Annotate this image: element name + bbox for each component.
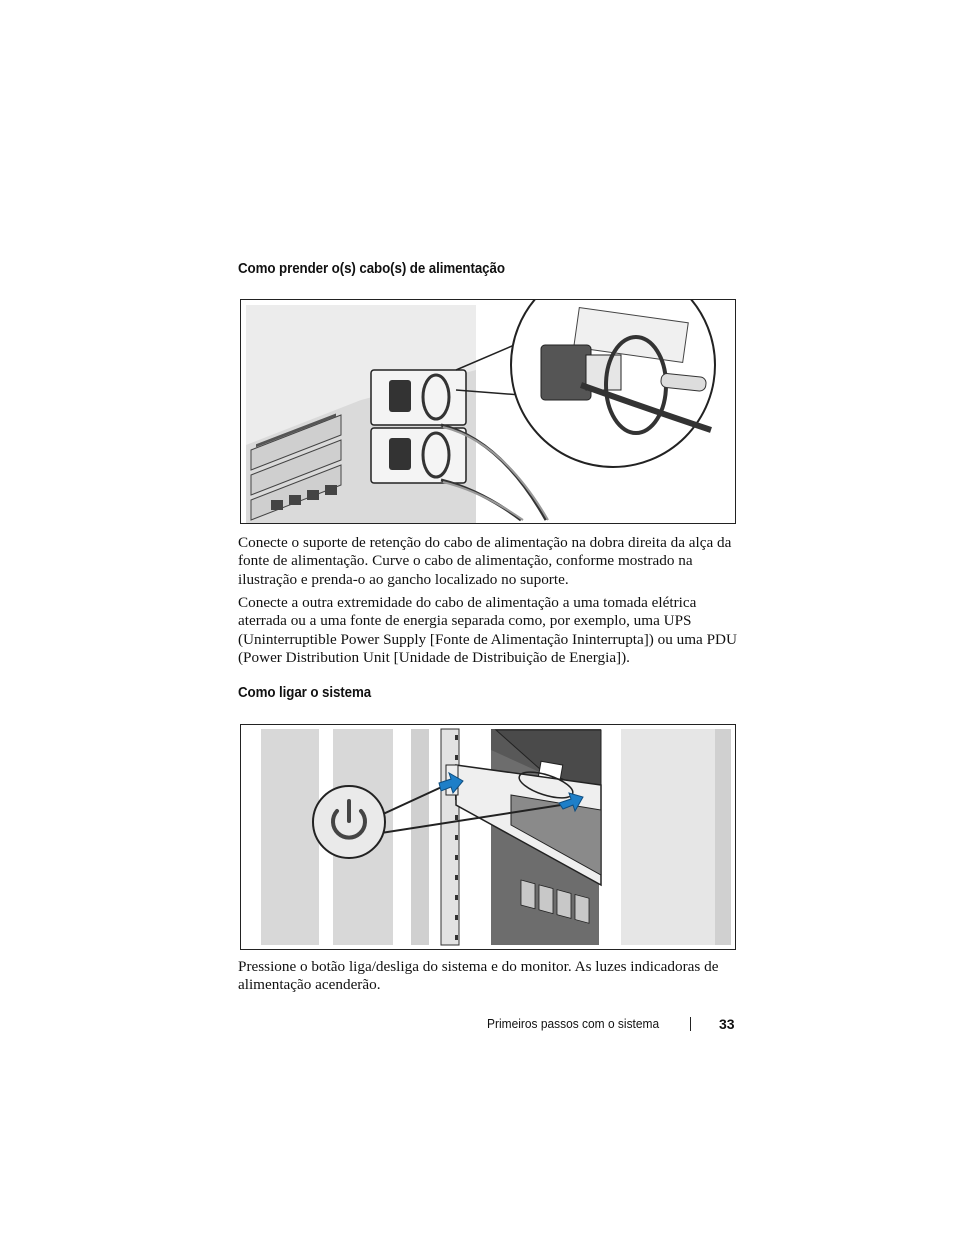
footer-divider bbox=[690, 1017, 691, 1031]
paragraph-press-power: Pressione o botão liga/desliga do sistema e do monitor. As luzes indicadoras de alimentação acenderão. bbox=[238, 958, 719, 994]
power-on-illustration bbox=[240, 724, 736, 950]
section-heading-power-on: Como ligar o sistema bbox=[238, 685, 372, 701]
section-heading-power-cables: Como prender o(s) cabo(s) de alimentação bbox=[238, 261, 505, 277]
paragraph-retention-bracket: Conecte o suporte de retenção do cabo de alimentação na dobra direita da alça da fonte de alimentação. Curve o cabo de alimentação, conforme mostrado na ilustração e prenda-o ao gancho localizado no suporte. bbox=[238, 534, 732, 588]
power-cable-illustration bbox=[240, 299, 736, 524]
paragraph-power-outlet: Conecte a outra extremidade do cabo de alimentação a uma tomada elétrica aterrada ou a uma fonte de energia separada como, por exemplo, uma UPS (Uninterruptible Power Supply [Fonte de Alimentação Ininterrupta]) ou uma PDU (Power Distribution Unit [Unidade de Distribuição de Energia]). bbox=[238, 594, 737, 666]
footer-title: Primeiros passos com o sistema bbox=[487, 1016, 660, 1031]
page-number: 33 bbox=[719, 1016, 735, 1032]
